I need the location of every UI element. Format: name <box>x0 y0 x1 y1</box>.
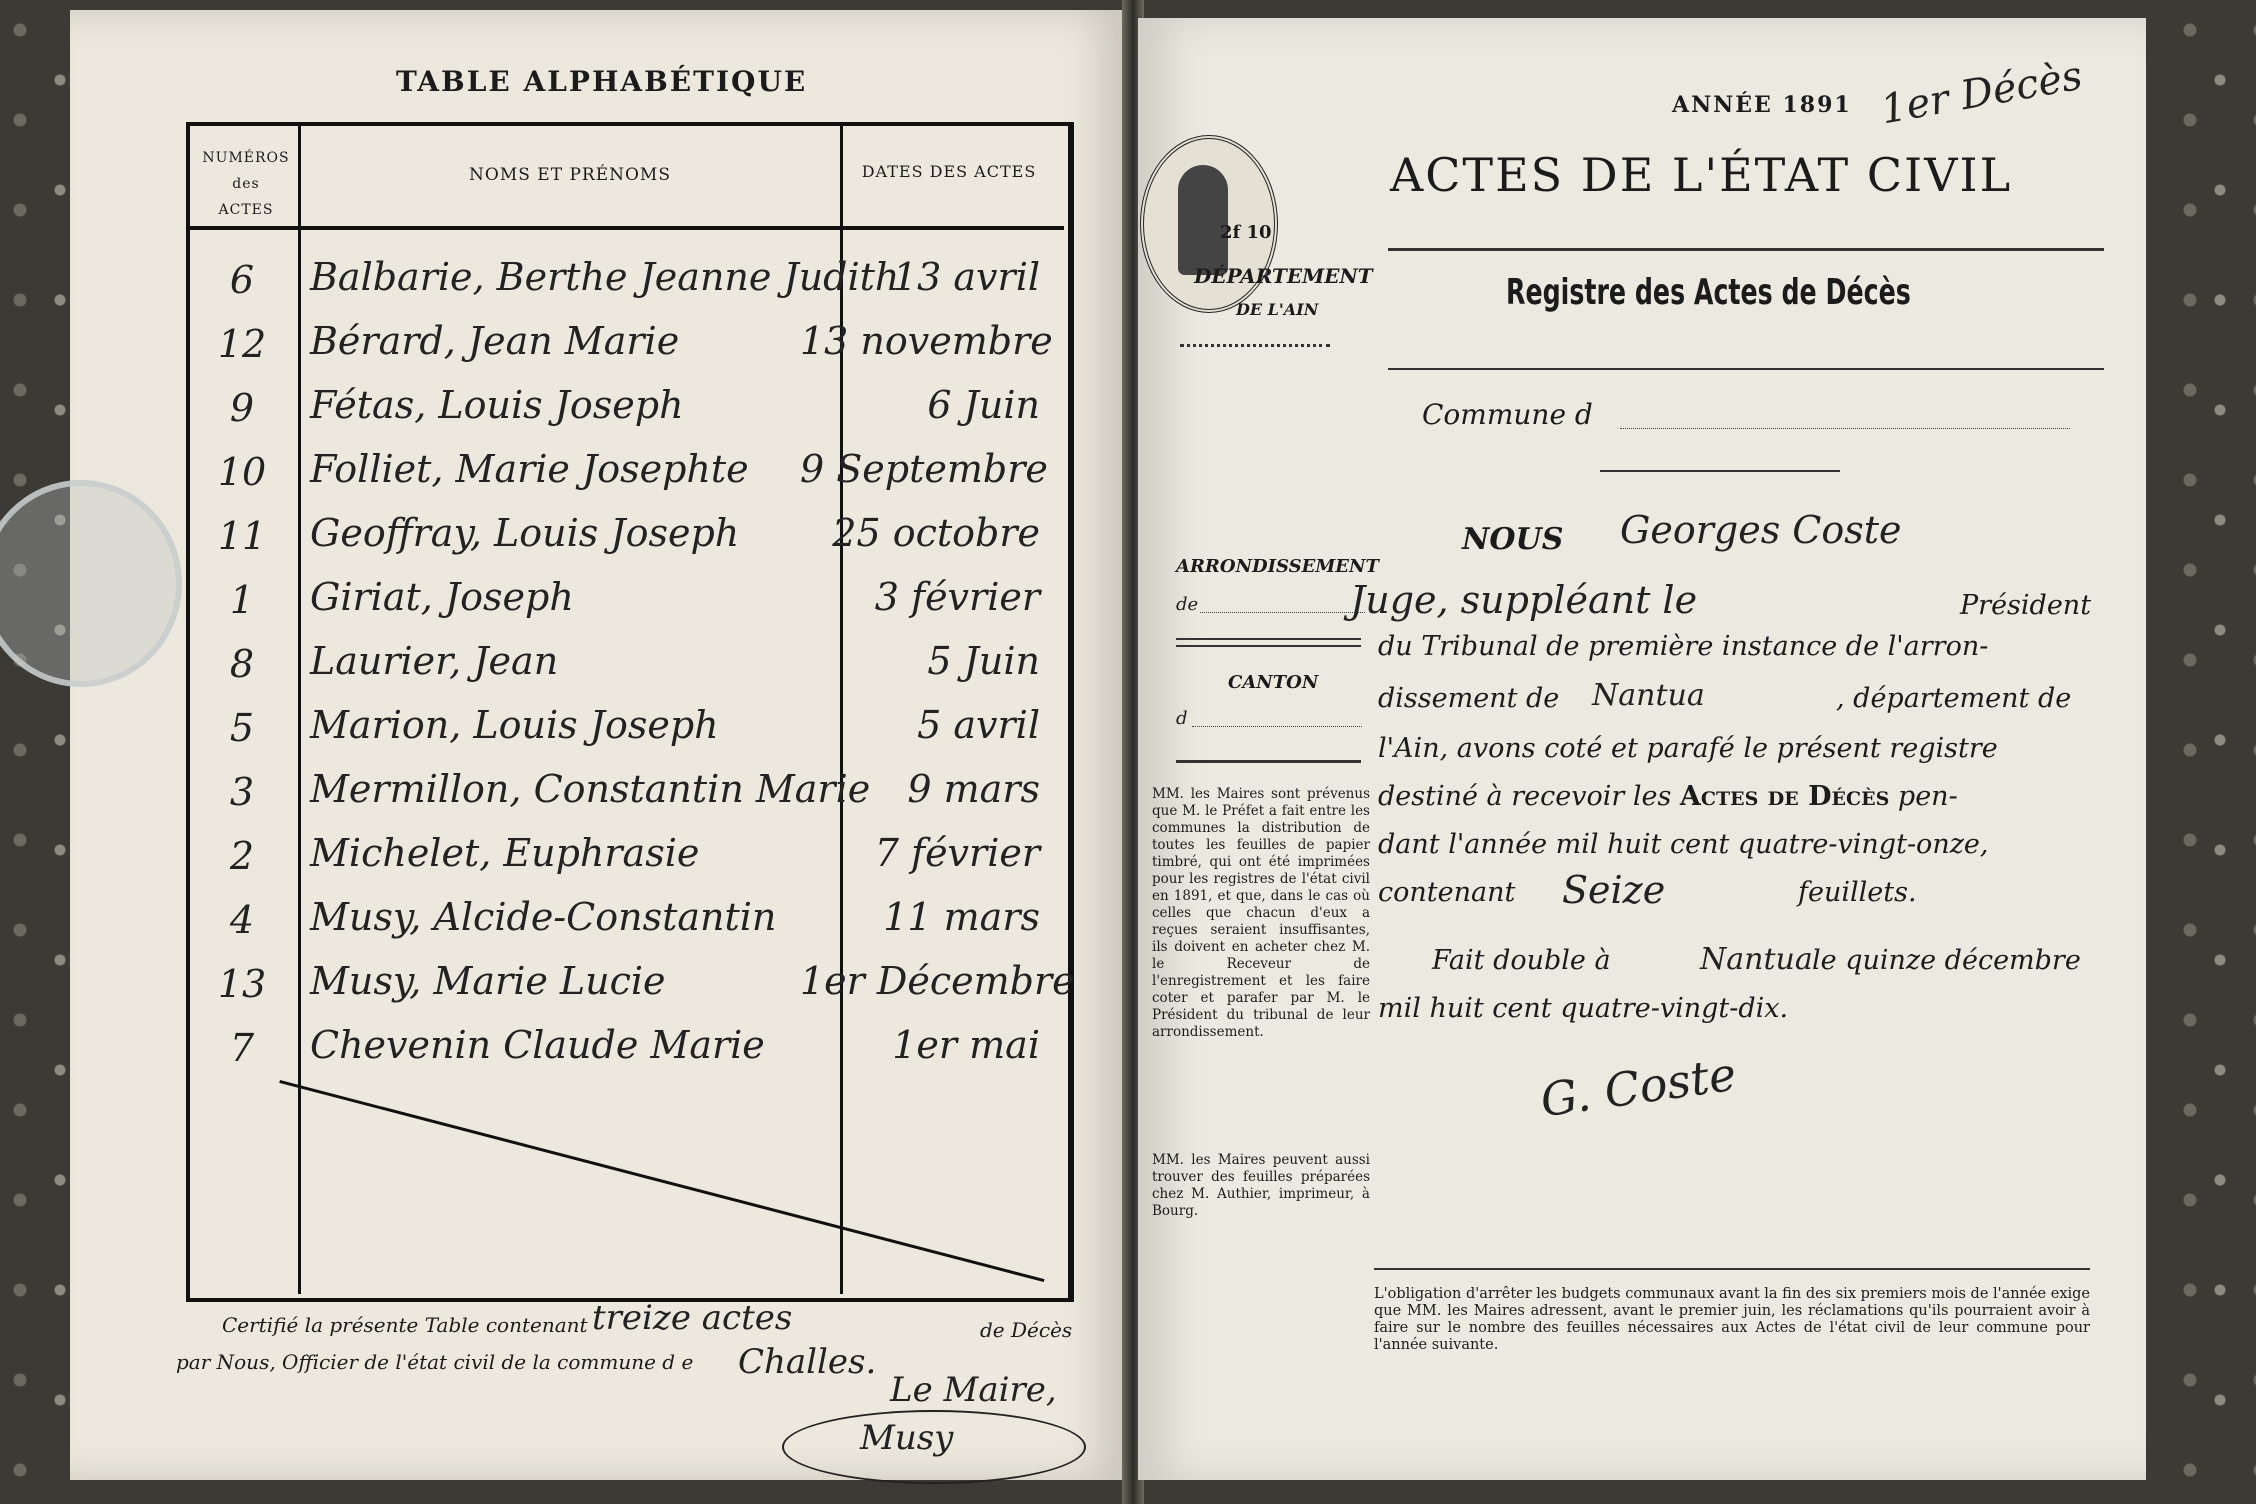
row-name: Fétas, Louis Joseph <box>310 383 684 427</box>
header-rule <box>186 226 1064 230</box>
register-title: ACTES DE L'ÉTAT CIVIL <box>1390 148 2013 202</box>
text-date: le quinze décembre <box>1812 945 2081 976</box>
canton-label: CANTON <box>1228 672 1319 693</box>
certificate-line1: Certifié la présente Table contenant <box>222 1313 588 1337</box>
row-number: 12 <box>217 322 267 366</box>
maire-label: Le Maire, <box>890 1370 1057 1410</box>
arrondissement-blank <box>1200 612 1365 613</box>
commune-blank <box>1620 428 2070 429</box>
certificate-count: treize actes <box>592 1298 793 1338</box>
row-name: Chevenin Claude Marie <box>310 1023 765 1067</box>
nous-label: NOUS <box>1462 522 1564 557</box>
judge-name: Georges Coste <box>1620 508 1902 552</box>
certificate-deces: de Décès <box>980 1318 1073 1342</box>
row-number: 10 <box>217 450 267 494</box>
row-name: Bérard, Jean Marie <box>310 319 680 363</box>
stamp-figure-icon <box>1178 165 1228 275</box>
row-name: Laurier, Jean <box>310 639 559 683</box>
row-name: Marion, Louis Joseph <box>310 703 719 747</box>
text-dissement: dissement de <box>1378 683 1560 714</box>
row-date: 9 mars <box>907 767 1040 811</box>
feuillets-count: Seize <box>1562 868 1666 912</box>
president-label: Président <box>1960 590 2092 621</box>
year-label: ANNÉE 1891 <box>1672 92 1852 118</box>
arrondissement-label: ARRONDISSEMENT <box>1176 556 1379 577</box>
stamp-price: 2f 10 <box>1220 222 1272 243</box>
table-title: TABLE ALPHABÉTIQUE <box>396 65 808 98</box>
row-date: 7 février <box>874 831 1040 875</box>
row-date: 3 février <box>874 575 1040 619</box>
year-annotation: 1er Décès <box>1877 52 2086 134</box>
row-name: Balbarie, Berthe Jeanne Judith <box>310 255 900 299</box>
row-date: 13 novembre <box>800 319 1053 363</box>
row-number: 3 <box>229 770 255 814</box>
departement-label: DÉPARTEMENT <box>1194 264 1373 288</box>
short-rule <box>1600 470 1840 472</box>
row-number: 11 <box>217 514 267 558</box>
row-number: 4 <box>229 898 255 942</box>
column-divider-1 <box>298 126 301 1294</box>
text-departement: , département de <box>1836 683 2072 714</box>
footnote-rule <box>1374 1268 2090 1270</box>
canton-blank <box>1192 726 1362 727</box>
row-date: 25 octobre <box>832 511 1040 555</box>
row-name: Giriat, Joseph <box>310 575 574 619</box>
row-number: 7 <box>229 1026 255 1070</box>
canton-d: d <box>1176 708 1188 729</box>
header-names: NOMS ET PRÉNOMS <box>469 165 671 185</box>
footnote: L'obligation d'arrêter les budgets communaux avant la fin des six premiers mois de l'année exige que MM. les Maires adressent, avant le premier juin, les réclamations qu'ils pourraient avoir à faire sur le nombre des feuilles nécessaires aux Actes de l'état civil de leur commune pour l'année suivante. <box>1374 1286 2090 1353</box>
judge-signature: G. Coste <box>1537 1046 1740 1128</box>
row-date: 5 Juin <box>927 639 1040 683</box>
row-name: Geoffray, Louis Joseph <box>310 511 740 555</box>
header-numbers: NUMÉROS des ACTES <box>202 150 290 218</box>
row-number: 6 <box>229 258 255 302</box>
text-mil: mil huit cent quatre-vingt-dix. <box>1378 993 1789 1024</box>
row-number: 13 <box>217 962 267 1006</box>
row-name: Michelet, Euphrasie <box>310 831 700 875</box>
text-tribunal: du Tribunal de première instance de l'arron- <box>1378 631 1989 662</box>
row-number: 9 <box>229 386 255 430</box>
row-number: 1 <box>229 578 255 622</box>
row-name: Musy, Marie Lucie <box>310 959 666 1003</box>
subtitle-rule <box>1388 368 2104 370</box>
judge-title: Juge, suppléant le <box>1350 578 1698 622</box>
decorative-rule <box>1180 336 1330 347</box>
text-feuillets: feuillets. <box>1798 877 1917 908</box>
maire-signature: Musy <box>860 1418 954 1458</box>
arrondissement-de: de <box>1176 594 1199 615</box>
canton-rule <box>1176 760 1361 763</box>
row-date: 5 avril <box>917 703 1040 747</box>
row-number: 2 <box>229 834 255 878</box>
departement-name: DE L'AIN <box>1236 300 1319 319</box>
double-rule <box>1176 638 1361 647</box>
sidebar-note-prefet: MM. les Maires sont prévenus que M. le Préfet a fait entre les communes la distribution de toutes les feuilles de papier timbré, qui ont été imprimées pour les registres de l'état civil en 1891, et que, dans le cas où celles que chacun d'eux a reçues seraient insuffisantes, ils doivent en acheter chez M. le Receveur de l'enregistrement et les faire coter et parafer par M. le Président du tribunal de leur arrondissement. <box>1152 786 1370 1040</box>
row-date: 13 avril <box>892 255 1040 299</box>
row-name: Folliet, Marie Josephte <box>310 447 749 491</box>
sidebar-note-imprimeur: MM. les Maires peuvent aussi trouver des feuilles préparées chez M. Authier, imprimeur, à Bourg. <box>1152 1152 1370 1219</box>
row-date: 1er mai <box>892 1023 1040 1067</box>
header-dates: DATES DES ACTES <box>861 162 1037 181</box>
title-rule <box>1388 248 2104 251</box>
arrondissement-name: Nantua <box>1592 678 1705 713</box>
text-contenant: contenant <box>1378 877 1516 908</box>
commune-label: Commune d <box>1422 398 1593 431</box>
text-ain: l'Ain, avons coté et parafé le présent registre <box>1378 733 1998 764</box>
row-number: 8 <box>229 642 255 686</box>
row-name: Musy, Alcide-Constantin <box>310 895 777 939</box>
certificate-commune: Challes. <box>738 1342 877 1382</box>
row-number: 5 <box>229 706 255 750</box>
row-name: Mermillon, Constantin Marie <box>310 767 871 811</box>
register-subtitle: Registre des Actes de Décès <box>1506 272 1911 313</box>
text-annee: dant l'année mil huit cent quatre-vingt-onze, <box>1378 829 1989 860</box>
row-date: 11 mars <box>883 895 1040 939</box>
row-date: 6 Juin <box>927 383 1040 427</box>
row-date: 1er Décembre <box>800 959 1075 1003</box>
fait-place: Nantua <box>1700 942 1813 977</box>
text-destine: destiné à recevoir les Actes de Décès pen- <box>1378 781 1958 812</box>
certificate-line2: par Nous, Officier de l'état civil de la commune d e <box>176 1350 694 1374</box>
row-date: 9 Septembre <box>800 447 1048 491</box>
text-fait: Fait double à <box>1432 945 1611 976</box>
